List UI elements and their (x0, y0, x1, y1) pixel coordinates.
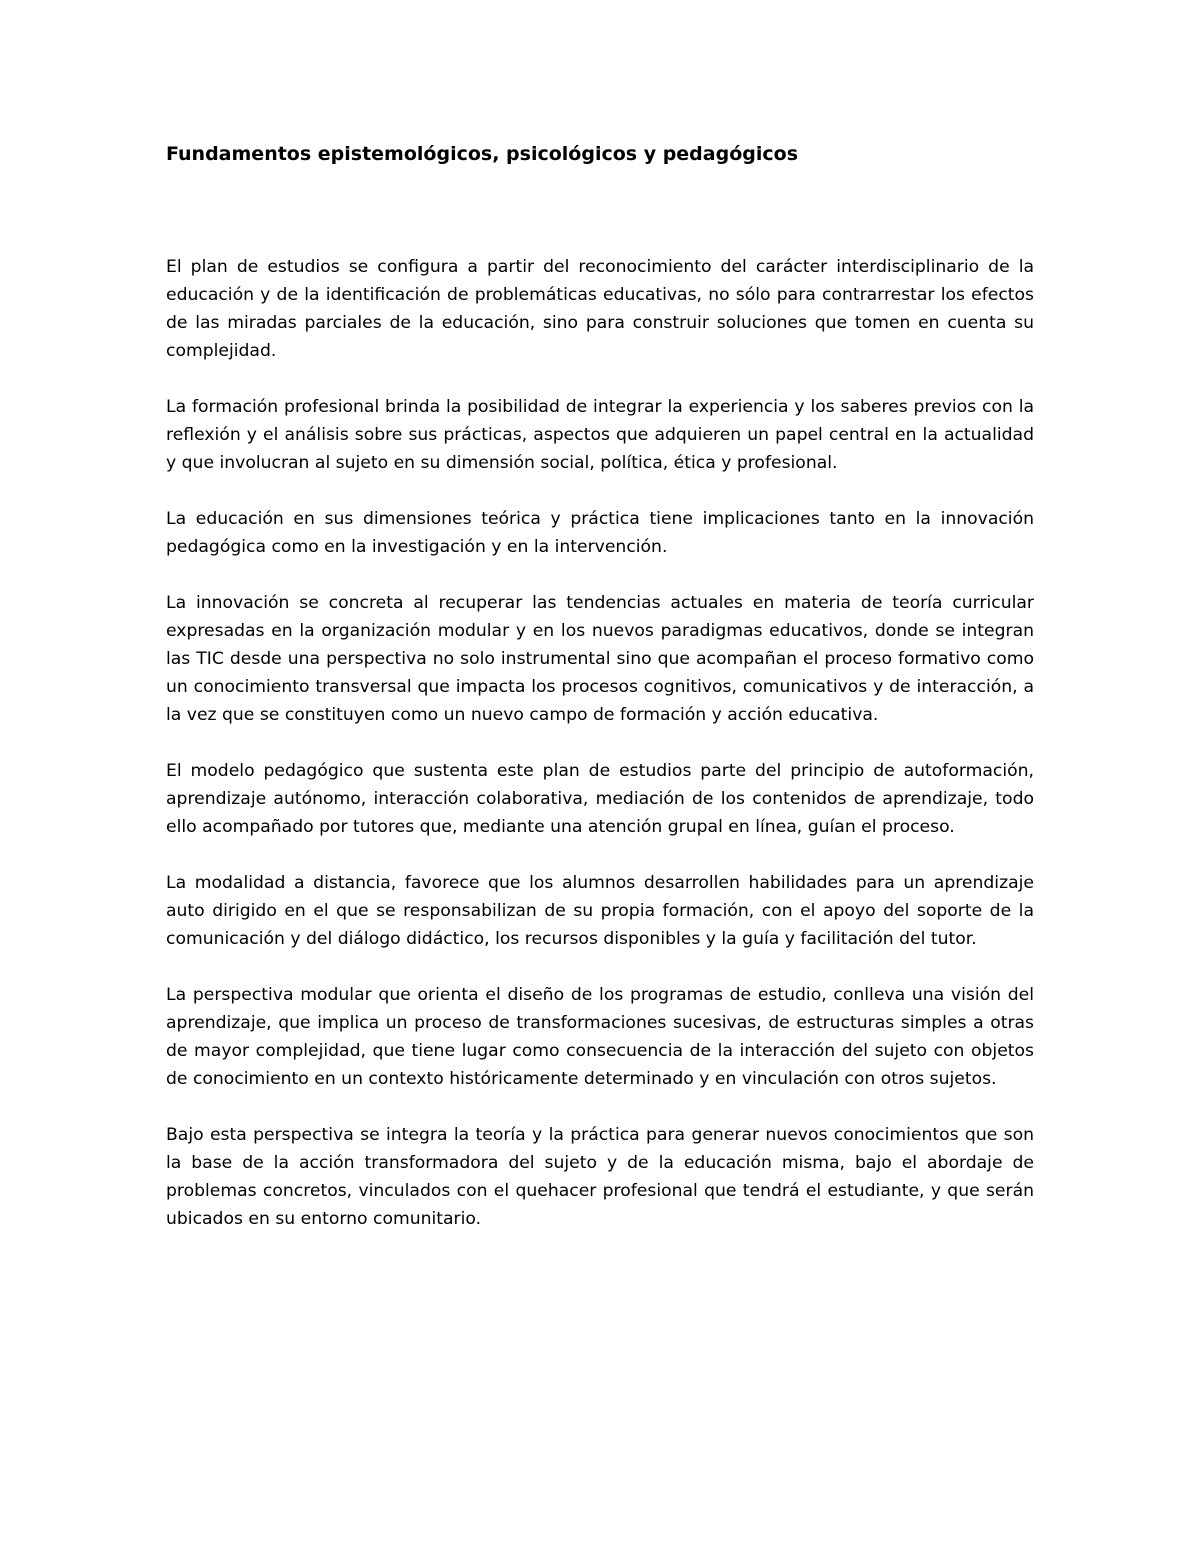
paragraph-1: El plan de estudios se configura a partir del reconocimiento del carácter interdisciplinario de la educación y de la identificación de problemáticas educativas, no sólo para contrarrestar los efectos de las miradas parciales de la educación, sino para construir soluciones que tomen en cuenta su complejidad. (166, 257, 1034, 361)
document-title: Fundamentos epistemológicos, psicológicos y pedagógicos (166, 143, 799, 165)
paragraph-5: El modelo pedagógico que sustenta este plan de estudios parte del principio de autoformación, aprendizaje autónomo, interacción colaborativa, mediación de los contenidos de aprendizaje, todo ello acompañado por tutores que, mediante una atención grupal en línea, guían el proceso. (166, 761, 1034, 837)
document-body (166, 253, 1034, 1233)
paragraph-2: La formación profesional brinda la posibilidad de integrar la experiencia y los saberes previos con la reflexión y el análisis sobre sus prácticas, aspectos que adquieren un papel central en la actualidad y que involucran al sujeto en su dimensión social, política, ética y profesional. (166, 397, 1034, 473)
paragraph-7: La perspectiva modular que orienta el diseño de los programas de estudio, conlleva una visión del aprendizaje, que implica un proceso de transformaciones sucesivas, de estructuras simples a otras de mayor complejidad, que tiene lugar como consecuencia de la interacción del sujeto con objetos de conocimiento en un contexto históricamente determinado y en vinculación con otros sujetos. (166, 985, 1034, 1089)
paragraph-8: Bajo esta perspectiva se integra la teoría y la práctica para generar nuevos conocimientos que son la base de la acción transformadora del sujeto y de la educación misma, bajo el abordaje de problemas concretos, vinculados con el quehacer profesional que tendrá el estudiante, y que serán ubicados en su entorno comunitario. (166, 1125, 1034, 1229)
document-content (166, 140, 1034, 1233)
paragraph-4: La innovación se concreta al recuperar las tendencias actuales en materia de teoría curricular expresadas en la organización modular y en los nuevos paradigmas educativos, donde se integran las TIC desde una perspectiva no solo instrumental sino que acompañan el proceso formativo como un conocimiento transversal que impacta los procesos cognitivos, comunicativos y de interacción, a la vez que se constituyen como un nuevo campo de formación y acción educativa. (166, 593, 1034, 725)
paragraph-6: La modalidad a distancia, favorece que los alumnos desarrollen habilidades para un aprendizaje auto dirigido en el que se responsabilizan de su propia formación, con el apoyo del soporte de la comunicación y del diálogo didáctico, los recursos disponibles y la guía y facilitación del tutor. (166, 873, 1034, 949)
paragraph-3: La educación en sus dimensiones teórica y práctica tiene implicaciones tanto en la innovación pedagógica como en la investigación y en la intervención. (166, 509, 1034, 557)
